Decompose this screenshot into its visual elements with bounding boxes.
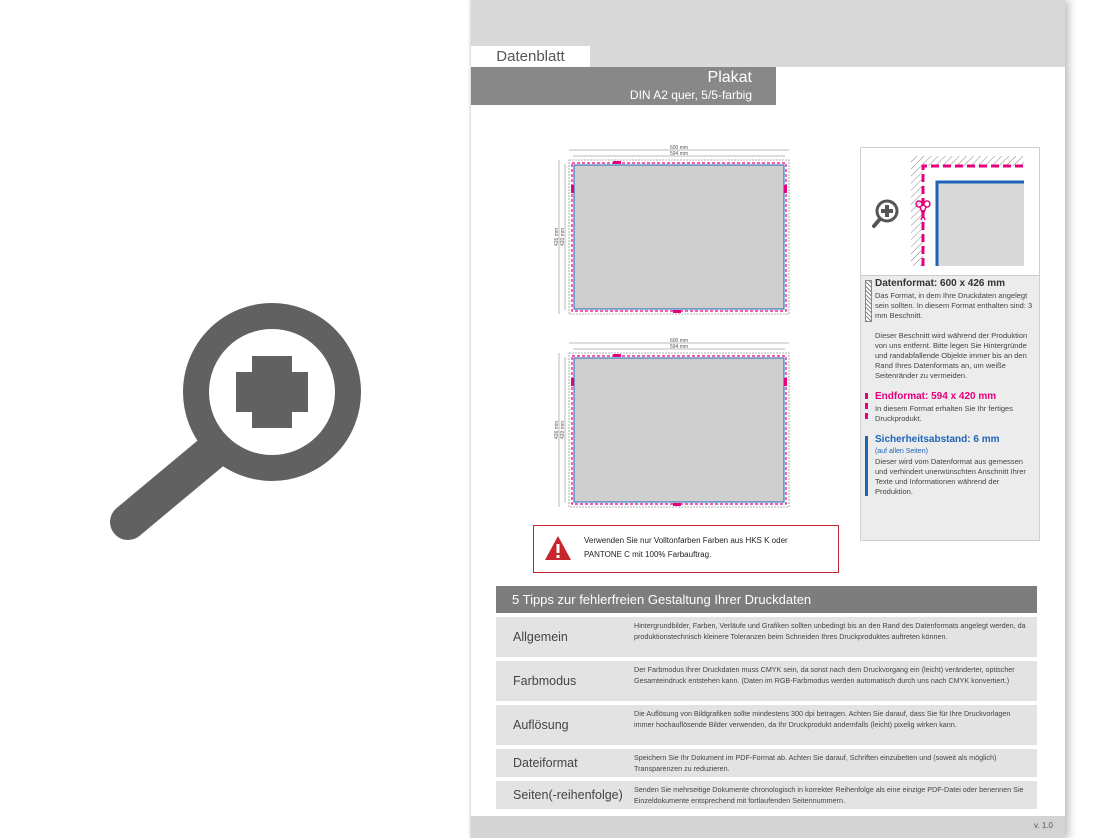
tip-row — [496, 617, 1037, 657]
datenformat-block — [861, 278, 1039, 381]
tip-label: Seiten(-reihenfolge) — [513, 788, 623, 802]
tips-heading: 5 Tipps zur fehlerfreien Gestaltung Ihrer Druckdaten — [496, 586, 1037, 613]
outer-width-label: 600 mm — [669, 145, 689, 151]
datasheet-page — [471, 0, 1065, 838]
tip-text: Der Farbmodus Ihrer Druckdaten muss CMYK sein, da sonst nach dem Druckvorgang ein (leicht) veränderter, optischer Gesamteindruck entstehen kann. (Daten im RGB-Farbmodus werden automatisch durch uns nach CMYK konvertiert.) — [634, 665, 1015, 685]
safety-marker — [865, 436, 868, 496]
sicherheit-note: (auf allen Seiten) — [875, 448, 928, 455]
datenformat-heading: Datenformat: 600 x 426 mm — [875, 278, 1006, 289]
warning-icon — [544, 534, 572, 562]
trim-marker — [865, 393, 873, 419]
product-title: Plakat — [707, 69, 752, 86]
endformat-heading: Endformat: 594 x 420 mm — [875, 391, 997, 402]
format-diagram-front — [553, 140, 793, 320]
tip-label: Farbmodus — [513, 674, 577, 688]
inner-width-label: 594 mm — [669, 151, 689, 157]
tip-label: Auflösung — [513, 718, 569, 732]
outer-width-label: 600 mm — [669, 338, 689, 344]
tip-row — [496, 705, 1037, 745]
bleed-marker — [865, 280, 872, 322]
outer-height-label: 426 mm — [554, 420, 560, 440]
warning-text: Verwenden Sie nur Volltonfarben Farben aus HKS K oder PANTONE C mit 100% Farbauftrag. — [584, 536, 788, 559]
footer-bar — [471, 816, 1065, 838]
tip-label: Dateiformat — [513, 756, 578, 770]
color-warning — [533, 525, 839, 573]
tip-row — [496, 749, 1037, 777]
title-bar — [471, 67, 776, 105]
inner-height-label: 420 mm — [560, 227, 566, 247]
sicherheit-block — [861, 434, 1039, 497]
zoom-in-icon[interactable] — [874, 201, 897, 226]
tip-text: Speichern Sie Ihr Dokument im PDF-Format ab. Achten Sie darauf, Schriften einzubetten und (soweit als möglich) Transparenzen zu reduzieren. — [634, 753, 997, 773]
endformat-text: In diesem Format erhalten Sie Ihr fertiges Druckprodukt. — [875, 404, 1013, 423]
corner-detail-graphic — [861, 148, 1039, 275]
corner-detail — [861, 148, 1039, 276]
tip-label: Allgemein — [513, 630, 568, 644]
inner-width-label: 594 mm — [669, 344, 689, 350]
tip-row — [496, 661, 1037, 701]
endformat-block — [861, 391, 1039, 424]
tips-list — [496, 617, 1037, 813]
datenformat-text: Das Format, in dem Ihre Druckdaten angelegt sein sollten. In diesem Format enthalten sind: 3 mm Beschnitt. — [875, 291, 1033, 320]
product-subtitle: DIN A2 quer, 5/5-farbig — [629, 88, 752, 102]
format-info-panel — [860, 147, 1040, 541]
tip-text: Die Auflösung von Bildgrafiken sollte mindestens 300 dpi betragen. Achten Sie darauf, dass Sie für Ihre Druckvorlagen immer hochauflösende Bilder verwenden, da Ihr Druckprodukt andernfalls (leicht) pixelig wirken kann. — [634, 709, 1011, 729]
zoom-in-icon[interactable] — [100, 290, 370, 550]
tip-text: Hintergrundbilder, Farben, Verläufe und Grafiken sollten unbedingt bis an den Rand des Datenformats angelegt werden, da produktionstechnisch kleinere Toleranzen beim Schneiden Ihres Druckproduktes auftreten können. — [634, 621, 1026, 641]
sicherheit-heading: Sicherheitsabstand: 6 mm — [875, 434, 1000, 445]
outer-height-label: 426 mm — [554, 227, 560, 247]
sicherheit-text: Dieser wird vom Datenformat aus gemessen und verhindert unerwünschten Anschnitt Ihrer Texte und Informationen während der Produktion. — [875, 457, 1026, 496]
inner-height-label: 420 mm — [560, 420, 566, 440]
format-diagram-back — [553, 333, 793, 513]
tip-text: Senden Sie mehrseitige Dokumente chronologisch in korrekter Reihenfolge als eine einzige PDF-Datei oder benennen Sie Einzeldokumente entsprechend mit fortlaufenden Seitennummern. — [634, 785, 1024, 805]
datasheet-tab: Datenblatt — [471, 46, 590, 67]
datenformat-note: Dieser Beschnitt wird während der Produktion von uns entfernt. Bitte legen Sie Hintergründe und randabfallende Objekte immer bis an den Rand Ihres Datenformats an, um weiße Seitenränder zu vermeiden. — [875, 331, 1028, 380]
version-label: v. 1.0 — [1034, 821, 1053, 830]
tip-row — [496, 781, 1037, 809]
